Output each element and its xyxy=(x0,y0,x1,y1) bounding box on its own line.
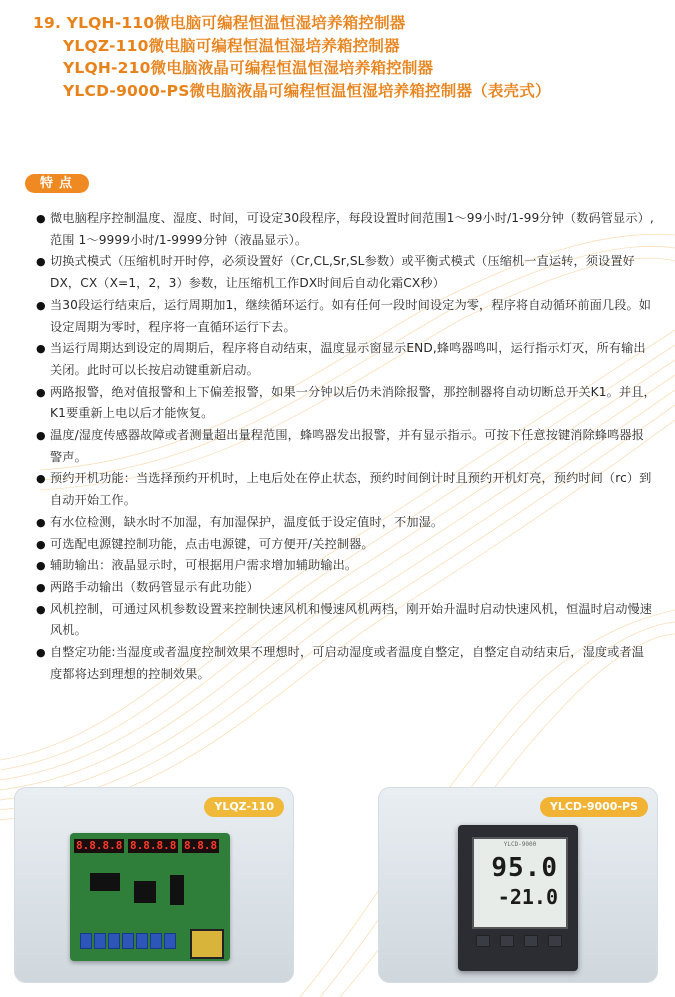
relay xyxy=(108,933,120,949)
panel-button xyxy=(500,935,514,947)
feature-item xyxy=(36,468,656,511)
feature-item xyxy=(36,295,656,338)
bullet-icon: ● xyxy=(36,255,46,269)
title-block xyxy=(33,12,663,102)
bullet-icon: ● xyxy=(36,515,46,529)
product-label: YLCD-9000-PS xyxy=(540,797,648,817)
lcd-value-bottom: -21.0 xyxy=(497,885,558,909)
relay xyxy=(150,933,162,949)
feature-text: 风机控制，可通过风机参数设置来控制快速风机和慢速风机两档，刚开始升温时启动快速风机，恒温时启动慢速风机。 xyxy=(50,601,653,638)
title-line-1: 19. YLQH-110微电脑可编程恒温恒湿培养箱控制器 xyxy=(33,14,406,32)
feature-item xyxy=(36,338,656,381)
panel-controller-image xyxy=(458,825,578,971)
section-number: 19. xyxy=(33,14,62,32)
lcd-value-top: 95.0 xyxy=(491,853,558,883)
bullet-icon: ● xyxy=(36,298,46,312)
feature-item xyxy=(36,534,656,556)
led-display: 8.8.8.8 xyxy=(76,839,123,852)
panel-button xyxy=(476,935,490,947)
relay xyxy=(94,933,106,949)
feature-item xyxy=(36,577,656,599)
title-line-4: YLCD-9000-PS微电脑液晶可编程恒温恒湿培养箱控制器（表壳式） xyxy=(63,81,551,100)
panel-button xyxy=(524,935,538,947)
product-card-ylcd-9000-ps xyxy=(378,787,658,983)
led-display: 8.8.8 xyxy=(184,839,218,852)
relay xyxy=(80,933,92,949)
title-line-2: YLQZ-110微电脑可编程恒温恒湿培养箱控制器 xyxy=(63,36,400,55)
bullet-icon: ● xyxy=(36,602,46,616)
relay xyxy=(164,933,176,949)
bullet-icon: ● xyxy=(36,559,46,573)
chip xyxy=(134,881,156,903)
relay xyxy=(122,933,134,949)
bullet-icon: ● xyxy=(36,537,46,551)
chip xyxy=(170,875,184,905)
feature-item xyxy=(36,251,656,294)
feature-text: 自整定功能:当湿度或者温度控制效果不理想时，可启动湿度或者温度自整定，自整定自动结束后，湿度或者温度都将达到理想的控制效果。 xyxy=(50,645,645,681)
feature-item xyxy=(36,208,656,251)
feature-text: 可选配电源键控制功能，点击电源键，可方便开/关控制器。 xyxy=(50,536,374,551)
transformer xyxy=(190,929,224,959)
feature-text: 温度/湿度传感器故障或者测量超出量程范围，蜂鸣器发出报警，并有显示指示。可按下任意按键消除蜂鸣器报警声。 xyxy=(50,428,645,464)
feature-item xyxy=(36,382,656,425)
panel-button xyxy=(548,935,562,947)
feature-item xyxy=(36,425,656,468)
led-display: 8.8.8.8 xyxy=(130,839,177,852)
feature-text: 预约开机功能：当选择预约开机时，上电后处在停止状态，预约时间倒计时且预约开机灯亮，预约时间（rc）到自动开始工作。 xyxy=(50,471,652,508)
feature-text: 切换式模式（压缩机时开时停，必须设置好（Cr,CL,Sr,SL参数）或平衡式模式（压缩机一直运转，须设置好DX，CX（X=1，2，3）参数，让压缩机工作DX时间后自动化霜CX秒） xyxy=(50,254,635,291)
feature-text: 微电脑程序控制温度、湿度、时间，可设定30段程序，每段设置时间范围1～99小时/1-99分钟（数码管显示）,范围 1～9999小时/1-9999分钟（液晶显示）。 xyxy=(50,211,654,247)
product-label: YLQZ-110 xyxy=(204,797,284,817)
bullet-icon: ● xyxy=(36,342,46,356)
feature-text: 两路报警，绝对值报警和上下偏差报警，如果一分钟以后仍未消除报警，那控制器将自动切断总开关K1。并且，K1要重新上电以后才能恢复。 xyxy=(50,384,656,421)
bullet-icon: ● xyxy=(36,580,46,594)
relay xyxy=(136,933,148,949)
bullet-icon: ● xyxy=(36,212,46,225)
bullet-icon: ● xyxy=(36,429,46,443)
feature-item xyxy=(36,512,656,534)
chip xyxy=(90,873,120,891)
feature-item xyxy=(36,642,656,685)
bullet-icon: ● xyxy=(36,646,46,660)
lcd-screen xyxy=(472,837,568,929)
feature-list xyxy=(36,208,656,685)
feature-item xyxy=(36,599,656,642)
feature-text: 当运行周期达到设定的周期后，程序将自动结束，温度显示窗显示END,蜂鸣器鸣叫，运行指示灯灭，所有输出关闭。此时可以长按启动键重新启动。 xyxy=(50,341,646,377)
feature-text: 辅助输出：液晶显示时，可根据用户需求增加辅助输出。 xyxy=(50,558,358,573)
title-line-3: YLQH-210微电脑液晶可编程恒温恒湿培养箱控制器 xyxy=(63,59,434,77)
features-badge: 特点 xyxy=(25,174,89,193)
bullet-icon: ● xyxy=(36,472,46,486)
bullet-icon: ● xyxy=(36,385,46,399)
feature-text: 有水位检测，缺水时不加湿，有加湿保护，温度低于设定值时，不加湿。 xyxy=(50,514,444,529)
feature-item xyxy=(36,555,656,577)
product-card-ylqz-110 xyxy=(14,787,294,983)
pcb-board-image xyxy=(70,833,230,961)
lcd-brand: YLCD-9000 xyxy=(503,841,537,848)
feature-text: 当30段运行结束后，运行周期加1，继续循环运行。如有任何一段时间设定为零，程序将自动循环前面几段。如设定周期为零时，程序将一直循环运行下去。 xyxy=(50,297,652,334)
feature-text: 两路手动输出（数码管显示有此功能） xyxy=(50,579,259,594)
